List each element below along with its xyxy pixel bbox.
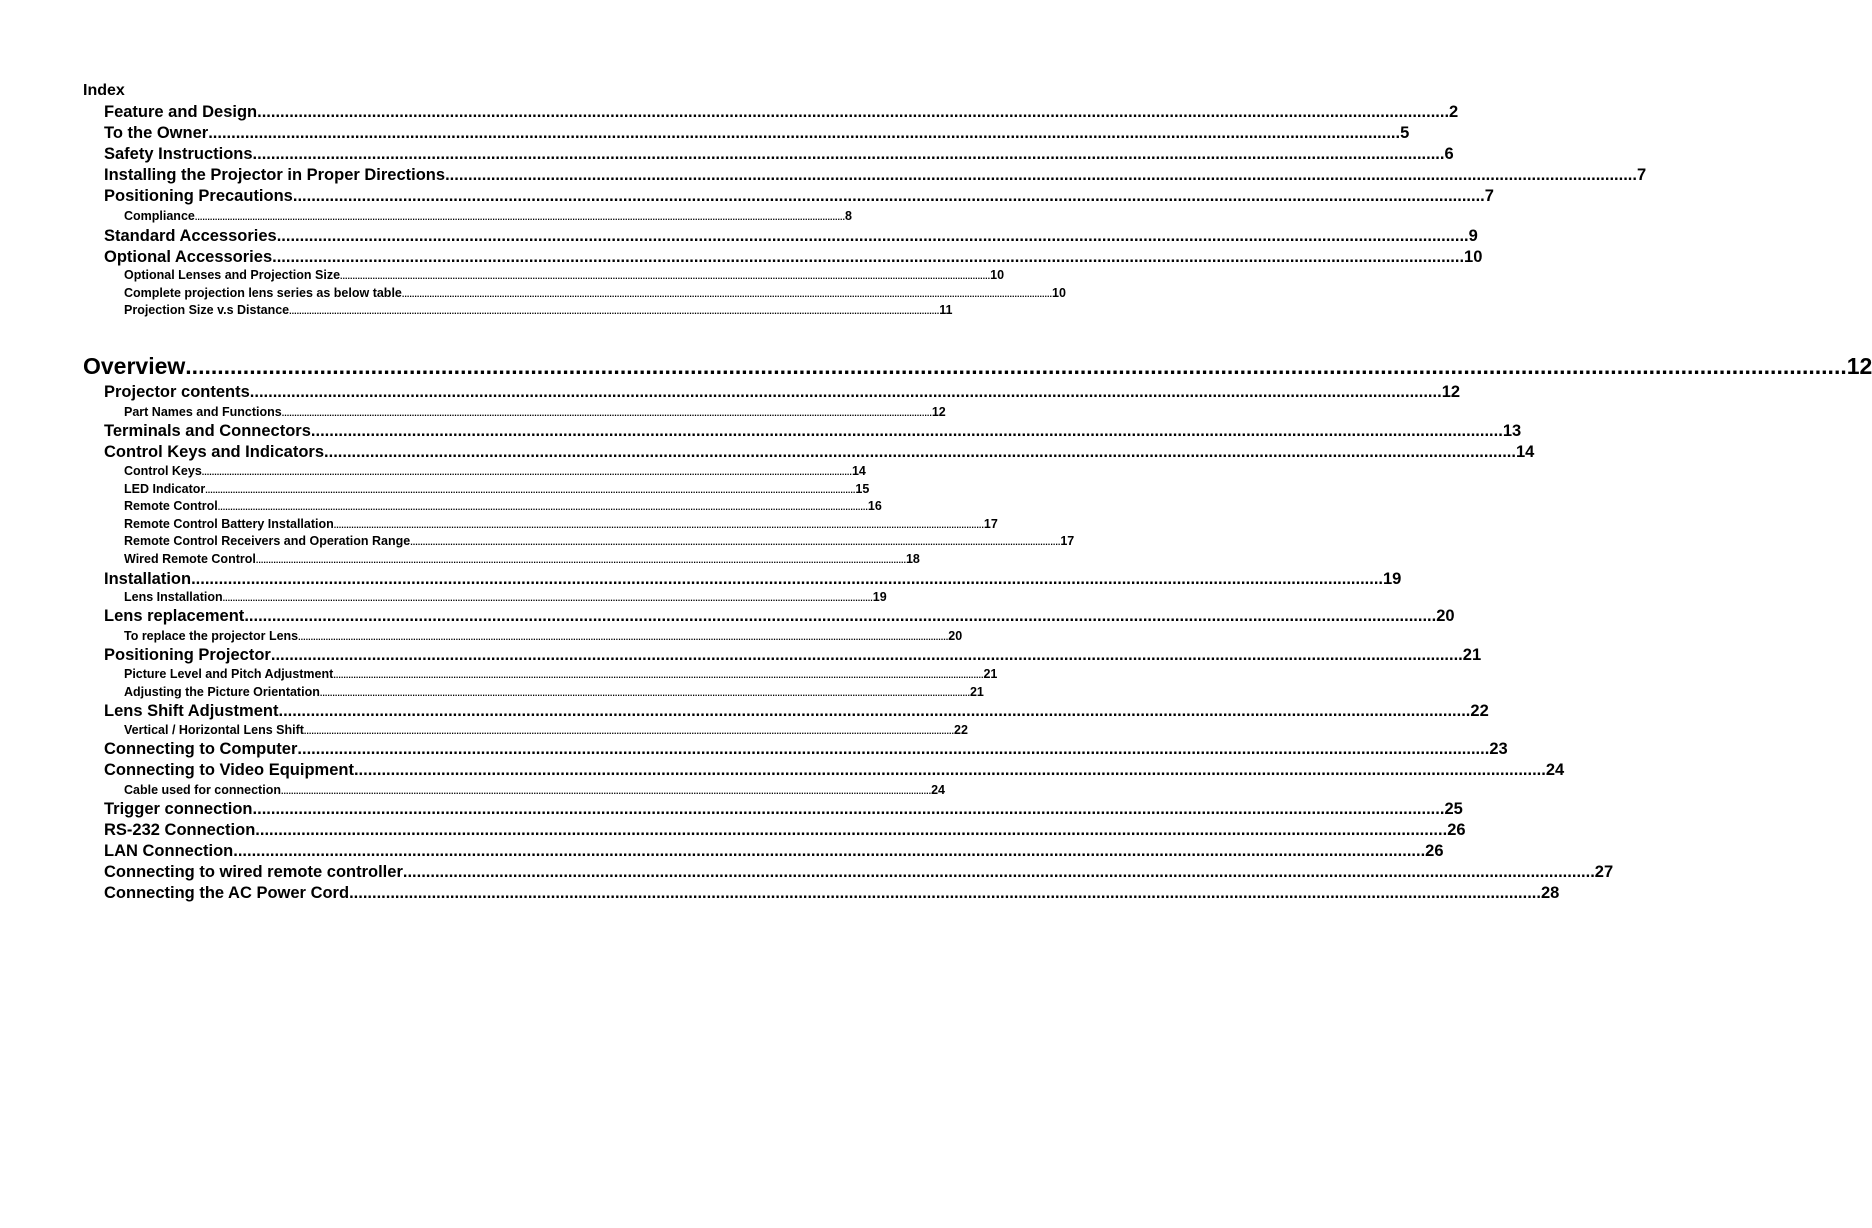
- dot-leader: ....................................................................................................................................................................................................................................................................: [349, 884, 1541, 902]
- toc-page-number: 20: [948, 629, 963, 643]
- toc-entry-label: Connecting the AC Power Cord: [104, 884, 350, 902]
- toc-entry-label: Lens Shift Adjustment: [104, 702, 279, 720]
- dot-leader: ....................................................................................................................................................................................................................................................................: [244, 607, 1437, 625]
- toc-entry[interactable]: [104, 382, 1461, 402]
- toc-entry-label: Installation: [104, 570, 192, 588]
- toc-entry-label: Positioning Precautions: [104, 187, 293, 205]
- toc-page-number: 12: [931, 405, 946, 419]
- toc-page-number: 18: [905, 552, 920, 566]
- toc-entry[interactable]: [104, 883, 1560, 903]
- toc-page-number: 10: [990, 268, 1005, 282]
- toc-page-number: 22: [1470, 702, 1489, 720]
- toc-subentry[interactable]: [124, 722, 968, 738]
- toc-page-number: 14: [851, 464, 866, 478]
- toc-entry-label: Overview: [83, 353, 186, 379]
- toc-page-number: 24: [1545, 761, 1565, 779]
- toc-entry-label: Lens Installation: [124, 590, 223, 604]
- toc-entry-label: Remote Control Battery Installation: [124, 517, 334, 531]
- toc-subentry[interactable]: [124, 533, 1075, 549]
- dot-leader: ....................................................................................................................................................................................................................................................................: [292, 187, 1485, 205]
- toc-entry[interactable]: [104, 186, 1494, 206]
- toc-entry[interactable]: [104, 645, 1482, 665]
- toc-entry[interactable]: [104, 799, 1463, 819]
- toc-page-number: 9: [1468, 227, 1478, 245]
- dot-leader: ....................................................................................................................................................................................................................................................................: [401, 289, 1053, 299]
- toc-subentry[interactable]: [124, 551, 920, 567]
- toc-entry-label: Connecting to Computer: [104, 740, 298, 758]
- toc-page-number: 21: [969, 685, 984, 699]
- toc-entry-label: Trigger connection: [104, 800, 253, 818]
- toc-entry-label: Optional Accessories: [104, 248, 273, 266]
- toc-entry-label: Part Names and Functions: [124, 405, 282, 419]
- dot-leader: ....................................................................................................................................................................................................................................................................: [445, 166, 1637, 184]
- toc-entry[interactable]: [104, 606, 1455, 626]
- toc-subentry[interactable]: [124, 498, 882, 514]
- toc-page-number: 21: [1462, 646, 1482, 664]
- dot-leader: ....................................................................................................................................................................................................................................................................: [298, 632, 949, 642]
- toc-page-number: 16: [867, 499, 882, 513]
- toc-entry[interactable]: [104, 123, 1410, 143]
- toc-subentry[interactable]: [124, 628, 963, 644]
- toc-page-number: 23: [1489, 740, 1508, 758]
- toc-entry-label: Installing the Projector in Proper Directions: [104, 166, 446, 184]
- toc-page-number: 17: [1060, 534, 1075, 548]
- dot-leader: ....................................................................................................................................................................................................................................................................: [257, 103, 1450, 121]
- toc-subentry[interactable]: [124, 463, 866, 479]
- toc-page-number: 19: [872, 590, 887, 604]
- dot-leader: ....................................................................................................................................................................................................................................................................: [324, 443, 1516, 461]
- toc-entry-label: Remote Control: [124, 499, 218, 513]
- dot-leader: ....................................................................................................................................................................................................................................................................: [410, 537, 1061, 547]
- toc-page-number: 7: [1636, 166, 1647, 184]
- toc-subentry[interactable]: [124, 404, 946, 420]
- dot-leader: ....................................................................................................................................................................................................................................................................: [270, 646, 1463, 664]
- toc-subentry[interactable]: [124, 589, 887, 605]
- toc-page-number: 20: [1436, 607, 1455, 625]
- toc-entry[interactable]: [104, 701, 1489, 721]
- toc-entry[interactable]: [104, 442, 1535, 462]
- dot-leader: ....................................................................................................................................................................................................................................................................: [252, 145, 1445, 163]
- toc-page-number: 2: [1449, 103, 1459, 121]
- toc-entry-label: Projection Size v.s Distance: [124, 303, 290, 317]
- toc-entry-label: Feature and Design: [104, 103, 258, 121]
- dot-leader: ....................................................................................................................................................................................................................................................................: [255, 555, 906, 565]
- toc-page-number: 11: [939, 303, 953, 317]
- toc-subentry[interactable]: [124, 285, 1066, 301]
- dot-leader: ....................................................................................................................................................................................................................................................................: [297, 740, 1490, 758]
- toc-entry[interactable]: [104, 421, 1522, 441]
- dot-leader: ....................................................................................................................................................................................................................................................................: [222, 593, 873, 603]
- toc-subentry[interactable]: [124, 302, 953, 318]
- dot-leader: ....................................................................................................................................................................................................................................................................: [353, 761, 1546, 779]
- dot-leader: ....................................................................................................................................................................................................................................................................: [217, 502, 868, 512]
- toc-entry-label: Control Keys and Indicators: [104, 443, 325, 461]
- dot-leader: ....................................................................................................................................................................................................................................................................: [272, 248, 1465, 266]
- toc-page-number: 5: [1400, 124, 1410, 142]
- toc-entry-label: Positioning Projector: [104, 646, 271, 664]
- toc-entry[interactable]: [104, 760, 1565, 780]
- toc-section-heading[interactable]: [83, 353, 1872, 379]
- toc-entry-label: Terminals and Connectors: [104, 422, 311, 440]
- toc-subentry[interactable]: [124, 782, 946, 798]
- dot-leader: ....................................................................................................................................................................................................................................................................: [191, 570, 1383, 588]
- toc-page-number: 21: [983, 667, 998, 681]
- toc-page-number: 22: [954, 723, 968, 737]
- toc-subentry[interactable]: [124, 208, 852, 224]
- toc-entry-label: To replace the projector Lens: [124, 629, 299, 643]
- toc-page-number: 17: [983, 517, 998, 531]
- toc-subentry[interactable]: [124, 666, 998, 682]
- toc-subentry[interactable]: [124, 516, 998, 532]
- toc-page-number: 13: [1502, 422, 1522, 440]
- toc-entry-label: Wired Remote Control: [124, 552, 256, 566]
- dot-leader: ....................................................................................................................................................................................................................................................................: [280, 786, 932, 796]
- index-heading: Index: [83, 82, 125, 99]
- toc-page-number: 24: [931, 783, 946, 797]
- toc-entry-label: Cable used for connection: [124, 783, 281, 797]
- toc-page-number: 27: [1594, 863, 1614, 881]
- dot-leader: ....................................................................................................................................................................................................................................................................: [281, 408, 932, 418]
- toc-entry-label: Lens replacement: [104, 607, 245, 625]
- dot-leader: ....................................................................................................................................................................................................................................................................: [185, 353, 1847, 379]
- toc-page-number: 25: [1444, 800, 1463, 818]
- toc-entry-label: Control Keys: [124, 464, 202, 478]
- toc-entry-label: Connecting to Video Equipment: [104, 761, 354, 779]
- dot-leader: ....................................................................................................................................................................................................................................................................: [233, 842, 1426, 860]
- toc-page-number: 10: [1464, 248, 1483, 266]
- toc-entry-label: Projector contents: [104, 383, 250, 401]
- toc-page-number: 19: [1383, 570, 1402, 588]
- toc-page-number: 10: [1052, 286, 1066, 300]
- toc-entry[interactable]: [104, 247, 1483, 267]
- toc-subentry[interactable]: [124, 267, 1005, 283]
- toc-entry-label: Vertical / Horizontal Lens Shift: [124, 723, 304, 737]
- toc-entry[interactable]: [104, 820, 1466, 840]
- toc-entry-label: Adjusting the Picture Orientation: [124, 685, 320, 699]
- toc-page-number: 6: [1444, 145, 1454, 163]
- toc-subentry[interactable]: [124, 684, 984, 700]
- dot-leader: ....................................................................................................................................................................................................................................................................: [194, 212, 845, 222]
- toc-entry-label: Remote Control Receivers and Operation Range: [124, 534, 411, 548]
- toc-entry-label: RS-232 Connection: [104, 821, 256, 839]
- dot-leader: ....................................................................................................................................................................................................................................................................: [205, 485, 856, 495]
- dot-leader: ....................................................................................................................................................................................................................................................................: [201, 467, 852, 477]
- toc-page-number: 26: [1447, 821, 1466, 839]
- dot-leader: ....................................................................................................................................................................................................................................................................: [333, 670, 984, 680]
- toc-entry[interactable]: [104, 165, 1647, 185]
- toc-page-number: 26: [1425, 842, 1444, 860]
- toc-subentry[interactable]: [124, 481, 870, 497]
- toc-entry-label: LED Indicator: [124, 482, 206, 496]
- toc-page-number: 12: [1846, 353, 1872, 379]
- toc-entry[interactable]: [104, 739, 1508, 759]
- dot-leader: ....................................................................................................................................................................................................................................................................: [276, 227, 1469, 245]
- toc-entry-label: Safety Instructions: [104, 145, 253, 163]
- toc-entry-label: Connecting to wired remote controller: [104, 863, 403, 881]
- toc-entry-label: To the Owner: [104, 124, 209, 142]
- dot-leader: ....................................................................................................................................................................................................................................................................: [255, 821, 1448, 839]
- dot-leader: ....................................................................................................................................................................................................................................................................: [208, 124, 1401, 142]
- toc-page-number: 8: [845, 209, 852, 223]
- toc-entry[interactable]: [104, 102, 1459, 122]
- dot-leader: ....................................................................................................................................................................................................................................................................: [278, 702, 1471, 720]
- dot-leader: ....................................................................................................................................................................................................................................................................: [402, 863, 1595, 881]
- toc-page-number: 12: [1441, 383, 1461, 401]
- dot-leader: ....................................................................................................................................................................................................................................................................: [340, 271, 991, 281]
- dot-leader: ....................................................................................................................................................................................................................................................................: [333, 520, 984, 530]
- dot-leader: ....................................................................................................................................................................................................................................................................: [319, 688, 970, 698]
- toc-entry[interactable]: [104, 144, 1454, 164]
- toc-entry-label: Compliance: [124, 209, 195, 223]
- toc-entry[interactable]: [104, 841, 1444, 861]
- dot-leader: ....................................................................................................................................................................................................................................................................: [252, 800, 1445, 818]
- toc-page-number: 28: [1540, 884, 1560, 902]
- toc-page-number: 7: [1484, 187, 1494, 205]
- toc-entry-label: Optional Lenses and Projection Size: [124, 268, 341, 282]
- toc-entry[interactable]: [104, 862, 1614, 882]
- toc-entry-label: LAN Connection: [104, 842, 234, 860]
- toc-entry[interactable]: [104, 226, 1478, 246]
- dot-leader: ....................................................................................................................................................................................................................................................................: [303, 726, 955, 736]
- toc-page-number: 14: [1515, 443, 1535, 461]
- dot-leader: ....................................................................................................................................................................................................................................................................: [289, 306, 940, 316]
- toc-entry-label: Picture Level and Pitch Adjustment: [124, 667, 334, 681]
- dot-leader: ....................................................................................................................................................................................................................................................................: [249, 383, 1442, 401]
- toc-page-number: 15: [855, 482, 870, 496]
- dot-leader: ....................................................................................................................................................................................................................................................................: [310, 422, 1503, 440]
- toc-entry-label: Complete projection lens series as below table: [124, 286, 402, 300]
- toc-entry[interactable]: [104, 569, 1402, 589]
- toc-entry-label: Standard Accessories: [104, 227, 277, 245]
